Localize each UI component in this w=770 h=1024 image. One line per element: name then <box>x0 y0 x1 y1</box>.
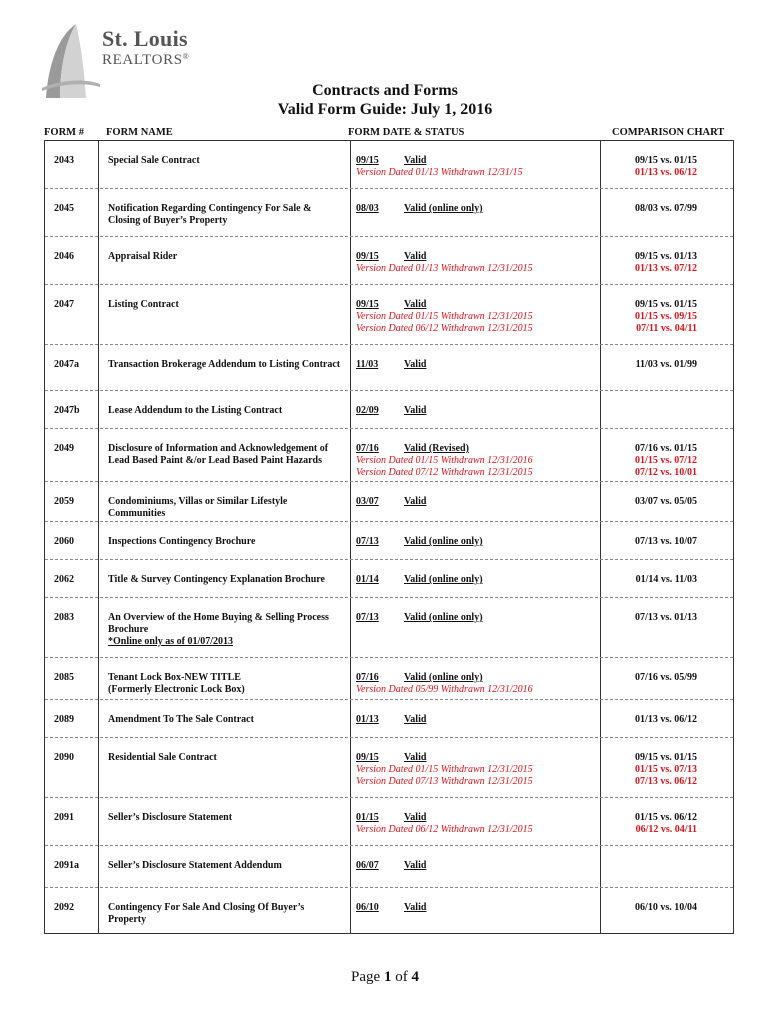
form-date <box>356 251 533 275</box>
form-number: 2089 <box>54 714 74 725</box>
form-status <box>404 574 483 586</box>
table-row <box>45 598 733 658</box>
form-date <box>356 860 379 872</box>
form-name-line: Inspections Contingency Brochure <box>108 536 256 547</box>
comparison-chart <box>581 251 697 275</box>
form-status-value: Valid <box>404 359 427 370</box>
form-name-line: Notification Regarding Contingency For Sale & <box>108 203 312 214</box>
form-date <box>356 536 379 548</box>
form-status <box>404 443 469 455</box>
form-number: 2091 <box>54 812 74 823</box>
form-name <box>108 812 353 824</box>
withdrawn-note: Version Dated 01/13 Withdrawn 12/31/2015 <box>356 263 533 274</box>
form-name-line: Lead Based Paint &/or Lead Based Paint Hazards <box>108 455 322 466</box>
comparison-entry: 11/03 vs. 01/99 <box>635 359 697 370</box>
form-number: 2083 <box>54 612 74 623</box>
form-name-line: Contingency For Sale And Closing Of Buyer’s <box>108 902 305 913</box>
withdrawn-note: Version Dated 01/15 Withdrawn 12/31/2015 <box>356 764 533 775</box>
form-name <box>108 496 353 520</box>
form-status-value: Valid (Revised) <box>404 443 469 454</box>
form-status-value: Valid <box>404 496 427 507</box>
form-name-line: Special Sale Contract <box>108 155 200 166</box>
comparison-entry: 01/13 vs. 07/12 <box>635 263 697 274</box>
form-date-value: 01/15 <box>356 812 379 823</box>
comparison-chart <box>581 443 697 479</box>
form-date-value: 07/13 <box>356 536 379 547</box>
form-number: 2046 <box>54 251 74 262</box>
col-header-date-status: FORM DATE & STATUS <box>348 127 465 138</box>
comparison-entry: 08/03 vs. 07/99 <box>635 203 697 214</box>
form-status <box>404 203 483 215</box>
form-status <box>404 359 426 371</box>
form-number: 2092 <box>54 902 74 913</box>
form-status-value: Valid (online only) <box>404 672 483 683</box>
form-name <box>108 612 353 648</box>
form-number: 2047b <box>54 405 80 416</box>
logo-line-1: St. Louis <box>102 26 188 51</box>
form-date <box>356 902 379 914</box>
form-name <box>108 299 353 311</box>
form-number: 2085 <box>54 672 74 683</box>
form-status <box>404 752 426 764</box>
form-name-line: Communities <box>108 508 166 519</box>
form-date-value: 09/15 <box>356 251 379 262</box>
form-status-value: Valid <box>404 714 427 725</box>
table-row <box>45 700 733 738</box>
table-row <box>45 888 733 934</box>
form-status-value: Valid <box>404 251 427 262</box>
form-name-line: *Online only as of 01/07/2013 <box>108 636 234 647</box>
form-number: 2090 <box>54 752 74 763</box>
form-status <box>404 860 426 872</box>
table-row <box>45 738 733 798</box>
form-status <box>404 299 426 311</box>
form-date-value: 07/13 <box>356 612 379 623</box>
form-status <box>404 155 426 167</box>
comparison-entry: 09/15 vs. 01/15 <box>635 155 697 166</box>
form-number: 2047a <box>54 359 79 370</box>
form-date-value: 09/15 <box>356 752 379 763</box>
form-number: 2043 <box>54 155 74 166</box>
form-status <box>404 251 426 263</box>
comparison-entry: 07/16 vs. 05/99 <box>635 672 697 683</box>
comparison-entry: 01/13 vs. 06/12 <box>635 714 697 725</box>
withdrawn-note: Version Dated 01/13 Withdrawn 12/31/15 <box>356 167 523 178</box>
forms-table <box>44 140 734 934</box>
comparison-chart <box>581 155 697 179</box>
comparison-entry: 01/15 vs. 07/12 <box>635 455 697 466</box>
form-status-value: Valid <box>404 752 427 763</box>
comparison-entry: 07/11 vs. 04/11 <box>636 323 697 334</box>
withdrawn-note: Version Dated 06/12 Withdrawn 12/31/2015 <box>356 824 533 835</box>
table-row <box>45 482 733 522</box>
form-date-value: 01/13 <box>356 714 379 725</box>
page-title: Contracts and Forms <box>312 82 458 99</box>
form-name-line: (Formerly Electronic Lock Box) <box>108 684 245 695</box>
table-row <box>45 658 733 700</box>
form-name <box>108 203 353 227</box>
form-date <box>356 155 523 179</box>
form-name <box>108 860 353 872</box>
form-name-line: Listing Contract <box>108 299 179 310</box>
form-date <box>356 203 379 215</box>
table-row <box>45 429 733 482</box>
comparison-chart <box>581 299 697 335</box>
logo-line-2: REALTORS® <box>102 52 190 68</box>
form-status <box>404 902 426 914</box>
comparison-entry: 01/15 vs. 07/13 <box>635 764 697 775</box>
form-name-line: Residential Sale Contract <box>108 752 217 763</box>
comparison-chart <box>581 714 697 726</box>
withdrawn-note: Version Dated 01/15 Withdrawn 12/31/2015 <box>356 311 533 322</box>
form-status <box>404 714 426 726</box>
form-status-value: Valid <box>404 860 427 871</box>
form-date <box>356 714 379 726</box>
table-row <box>45 345 733 391</box>
form-name-line: Condominiums, Villas or Similar Lifestyle <box>108 496 288 507</box>
form-date-value: 08/03 <box>356 203 379 214</box>
table-row <box>45 846 733 888</box>
withdrawn-note: Version Dated 01/15 Withdrawn 12/31/2016 <box>356 455 533 466</box>
form-date <box>356 405 379 417</box>
form-date-value: 03/07 <box>356 496 379 507</box>
page-subtitle: Valid Form Guide: July 1, 2016 <box>277 101 493 118</box>
table-row <box>45 237 733 285</box>
comparison-entry: 09/15 vs. 01/15 <box>635 752 697 763</box>
form-status-value: Valid (online only) <box>404 203 483 214</box>
form-name-line: Lease Addendum to the Listing Contract <box>108 405 283 416</box>
form-date <box>356 752 533 788</box>
form-date <box>356 812 533 836</box>
form-name-line: Disclosure of Information and Acknowledgement of <box>108 443 329 454</box>
page-footer: Page 1 of 4 <box>351 969 419 985</box>
form-name <box>108 359 353 371</box>
comparison-entry: 07/13 vs. 10/07 <box>635 536 697 547</box>
form-number: 2062 <box>54 574 74 585</box>
form-date-value: 11/03 <box>356 359 379 370</box>
comparison-chart <box>581 536 697 548</box>
form-name-line: Closing of Buyer’s Property <box>108 215 228 226</box>
comparison-chart <box>581 496 697 508</box>
form-number: 2059 <box>54 496 74 507</box>
comparison-entry: 01/14 vs. 11/03 <box>635 574 697 585</box>
form-name-line: Brochure <box>108 624 149 635</box>
col-header-name: FORM NAME <box>106 127 173 138</box>
form-number: 2049 <box>54 443 74 454</box>
withdrawn-note: Version Dated 06/12 Withdrawn 12/31/2015 <box>356 323 533 334</box>
form-name <box>108 902 353 926</box>
form-date <box>356 359 378 371</box>
table-row <box>45 285 733 345</box>
comparison-entry: 01/13 vs. 06/12 <box>635 167 697 178</box>
withdrawn-note: Version Dated 07/13 Withdrawn 12/31/2015 <box>356 776 533 787</box>
form-name-line: Tenant Lock Box-NEW TITLE <box>108 672 241 683</box>
comparison-entry: 07/13 vs. 01/13 <box>635 612 697 623</box>
form-name <box>108 672 353 696</box>
form-name <box>108 574 353 586</box>
comparison-entry: 09/15 vs. 01/13 <box>635 251 697 262</box>
table-row <box>45 798 733 846</box>
table-row <box>45 391 733 429</box>
form-status-value: Valid <box>404 155 427 166</box>
form-status <box>404 536 483 548</box>
form-date-value: 06/10 <box>356 902 379 913</box>
table-row <box>45 522 733 560</box>
table-row <box>45 560 733 598</box>
form-date-value: 09/15 <box>356 299 379 310</box>
form-date-value: 01/14 <box>356 574 379 585</box>
form-date <box>356 299 533 335</box>
comparison-chart <box>581 672 697 684</box>
table-row <box>45 189 733 237</box>
form-name <box>108 405 353 417</box>
comparison-entry: 07/12 vs. 10/01 <box>635 467 697 478</box>
form-name-line: Title & Survey Contingency Explanation Brochure <box>108 574 325 585</box>
form-status-value: Valid <box>404 405 427 416</box>
form-date-value: 07/16 <box>356 443 379 454</box>
form-status <box>404 405 426 417</box>
form-name <box>108 443 353 467</box>
comparison-entry: 01/15 vs. 09/15 <box>635 311 697 322</box>
form-status-value: Valid <box>404 299 427 310</box>
comparison-entry: 07/13 vs. 06/12 <box>635 776 697 787</box>
form-date-value: 09/15 <box>356 155 379 166</box>
form-number: 2091a <box>54 860 79 871</box>
form-status <box>404 612 483 624</box>
form-number: 2060 <box>54 536 74 547</box>
comparison-entry: 09/15 vs. 01/15 <box>635 299 697 310</box>
withdrawn-note: Version Dated 05/99 Withdrawn 12/31/2016 <box>356 684 533 695</box>
withdrawn-note: Version Dated 07/12 Withdrawn 12/31/2015 <box>356 467 533 478</box>
form-date-value: 07/16 <box>356 672 379 683</box>
form-name-line: Seller’s Disclosure Statement Addendum <box>108 860 282 871</box>
comparison-chart <box>581 902 697 914</box>
comparison-entry: 06/12 vs. 04/11 <box>635 824 697 835</box>
form-status-value: Valid <box>404 902 427 913</box>
form-date-value: 06/07 <box>356 860 379 871</box>
form-name-line: Appraisal Rider <box>108 251 178 262</box>
comparison-entry: 06/10 vs. 10/04 <box>635 902 697 913</box>
comparison-chart <box>581 574 697 586</box>
comparison-chart <box>581 752 697 788</box>
form-status-value: Valid (online only) <box>404 612 483 623</box>
form-name <box>108 155 353 167</box>
form-name-line: Property <box>108 914 147 925</box>
form-number: 2047 <box>54 299 74 310</box>
comparison-chart <box>581 812 697 836</box>
comparison-chart <box>581 203 697 215</box>
table-row <box>45 141 733 189</box>
form-status <box>404 672 483 684</box>
comparison-entry: 07/16 vs. 01/15 <box>635 443 697 454</box>
form-name-line: Seller’s Disclosure Statement <box>108 812 233 823</box>
comparison-entry: 01/15 vs. 06/12 <box>635 812 697 823</box>
form-date-value: 02/09 <box>356 405 379 416</box>
col-header-comparison: COMPARISON CHART <box>612 127 725 138</box>
comparison-chart <box>581 612 697 624</box>
form-status-value: Valid <box>404 812 427 823</box>
form-status-value: Valid (online only) <box>404 574 483 585</box>
form-name <box>108 714 353 726</box>
form-name <box>108 752 353 764</box>
col-header-form: FORM # <box>44 127 84 138</box>
form-name-line: Transaction Brokerage Addendum to Listing Contract <box>108 359 341 370</box>
form-number: 2045 <box>54 203 74 214</box>
comparison-chart <box>581 359 697 371</box>
comparison-entry: 03/07 vs. 05/05 <box>635 496 697 507</box>
form-date <box>356 496 379 508</box>
form-name-line: Amendment To The Sale Contract <box>108 714 254 725</box>
form-date <box>356 574 379 586</box>
form-name <box>108 536 353 548</box>
form-name-line: An Overview of the Home Buying & Selling Process <box>108 612 329 623</box>
form-status <box>404 496 426 508</box>
form-status-value: Valid (online only) <box>404 536 483 547</box>
form-date <box>356 612 379 624</box>
form-status <box>404 812 426 824</box>
form-name <box>108 251 353 263</box>
